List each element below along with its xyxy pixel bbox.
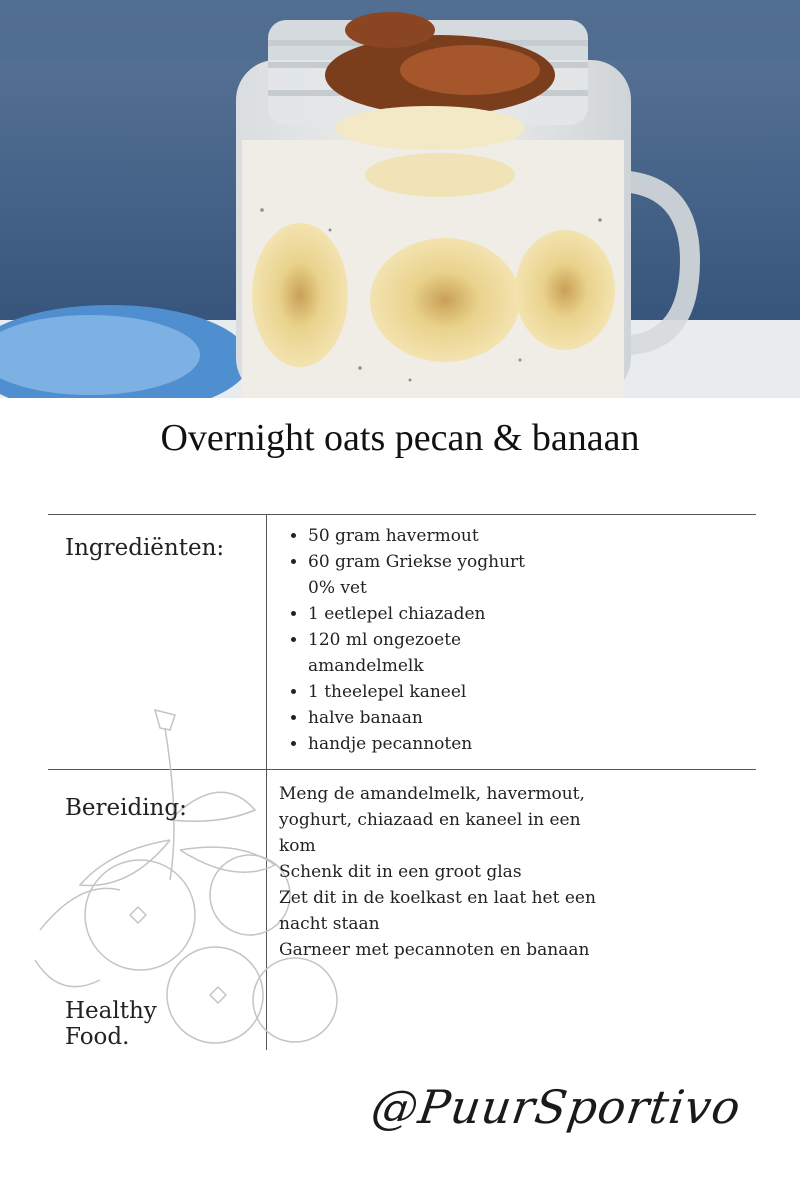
preparation-steps xyxy=(279,781,609,963)
page-title: Overnight oats pecan & banaan xyxy=(160,417,640,459)
list-item: • handje pecannoten xyxy=(308,731,608,757)
hero-photo xyxy=(0,0,800,398)
list-item: Meng de amandelmelk, havermout, yoghurt, chiazaad en kaneel in een kom xyxy=(279,784,585,856)
list-item: Zet dit in de koelkast en laat het een nacht staan xyxy=(279,888,596,934)
ingredients-label: Ingrediënten: xyxy=(65,535,225,561)
preparation-label: Bereiding: xyxy=(65,795,187,821)
overnight-oats-jar-illustration xyxy=(0,0,800,398)
list-item: Garneer met pecannoten en banaan xyxy=(279,940,590,960)
list-item: • 50 gram havermout xyxy=(308,523,608,549)
list-item: • 1 theelepel kaneel xyxy=(308,679,608,705)
divider-top xyxy=(48,514,756,515)
tagline: Healthy Food. xyxy=(65,998,157,1050)
list-item: • 1 eetlepel chiazaden xyxy=(308,601,608,627)
ingredients-list xyxy=(282,523,608,757)
list-item: • 60 gram Griekse yoghurt 0% vet xyxy=(308,549,528,601)
list-item: • 120 ml ongezoete amandelmelk xyxy=(308,627,488,679)
list-item: • halve banaan xyxy=(308,705,608,731)
list-item: Schenk dit in een groot glas xyxy=(279,862,522,882)
social-handle: @PuurSportivo xyxy=(368,1080,745,1134)
